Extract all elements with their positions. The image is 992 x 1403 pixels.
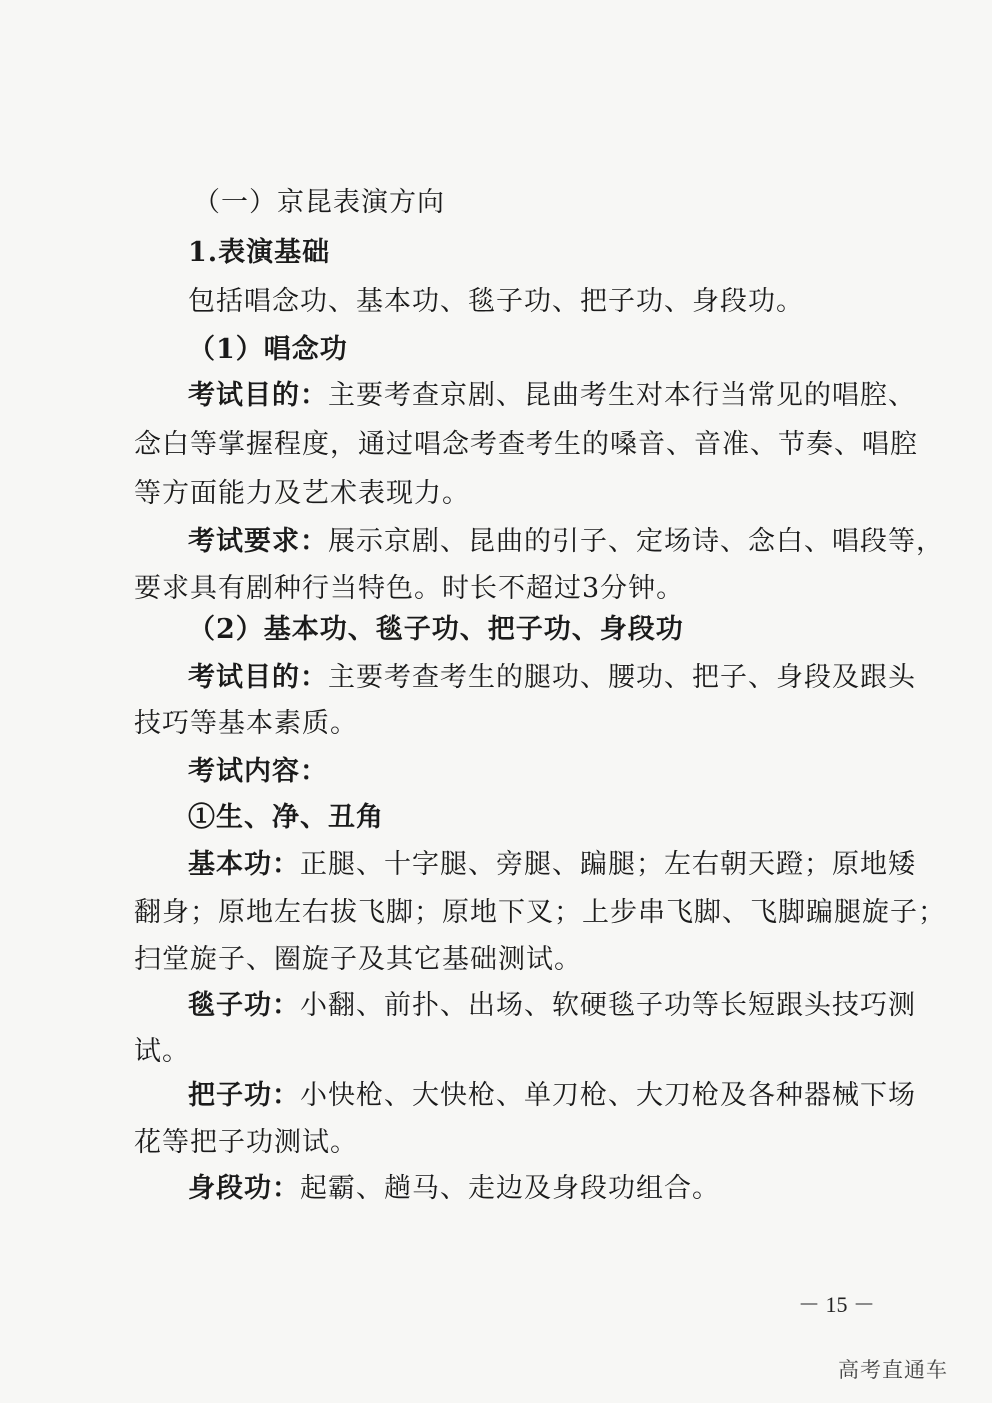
role-heading-text: ①生、净、丑角 xyxy=(188,802,384,833)
paragraph-text: 花等把子功测试。 xyxy=(134,1127,358,1158)
paragraph-text: 小翻、前扑、出场、软硬毯子功等长短跟头技巧测 xyxy=(300,990,916,1021)
paragraph-text: 主要考查京剧、昆曲考生对本行当常见的唱腔、 xyxy=(328,380,916,411)
page-number: － 15 － xyxy=(798,1292,876,1317)
intro-paragraph xyxy=(0,282,992,322)
paragraph-text: 正腿、十字腿、旁腿、蹁腿；左右朝天蹬；原地矮 xyxy=(300,849,916,880)
subheading-skills-text: （2）基本功、毯子功、把子功、身段功 xyxy=(188,614,684,645)
basic-purpose-line-1 xyxy=(0,658,992,698)
paragraph-text: 扫堂旋子、圈旋子及其它基础测试。 xyxy=(134,944,582,975)
direction-heading-text: （一）京昆表演方向 xyxy=(193,187,445,218)
paragraph-text: 主要考查考生的腿功、腰功、把子、身段及跟头 xyxy=(328,662,916,693)
label-exam-purpose: 考试目的： xyxy=(188,380,328,411)
paragraph-text: 念白等掌握程度，通过唱念考查考生的嗓音、音准、节奏、唱腔 xyxy=(134,429,918,460)
section-heading-text: 1.表演基础 xyxy=(188,237,331,268)
basic-purpose-line-2 xyxy=(0,704,992,744)
jibengong-line-1 xyxy=(0,845,992,885)
bazi-line-2 xyxy=(0,1123,992,1163)
tanzi-line-1 xyxy=(0,986,992,1026)
sing-requirement-line-2 xyxy=(0,569,992,609)
sing-purpose-line-3 xyxy=(0,474,992,514)
label-exam-purpose: 考试目的： xyxy=(188,662,328,693)
paragraph-text: 试。 xyxy=(134,1036,190,1067)
section-heading-performance-basics xyxy=(0,233,992,273)
label-posture-skills: 身段功： xyxy=(188,1173,300,1204)
jibengong-line-3 xyxy=(0,940,992,980)
watermark-text: 高考直通车 xyxy=(838,1358,948,1382)
paragraph-text: 翻身；原地左右拔飞脚；原地下叉；上步串飞脚、飞脚蹁腿旋子； xyxy=(134,897,946,928)
intro-text: 包括唱念功、基本功、毯子功、把子功、身段功。 xyxy=(188,286,804,317)
shenduan-line-1 xyxy=(0,1169,992,1209)
direction-heading xyxy=(0,183,992,223)
subheading-singing-text: （1）唱念功 xyxy=(188,334,348,365)
label-exam-requirement: 考试要求： xyxy=(188,526,328,557)
label-weapon-skills: 把子功： xyxy=(188,1080,300,1111)
role-heading xyxy=(0,798,992,838)
label-exam-content xyxy=(0,752,992,792)
paragraph-text: 展示京剧、昆曲的引子、定场诗、念白、唱段等， xyxy=(328,526,944,557)
label-exam-content-text: 考试内容： xyxy=(188,756,328,787)
bazi-line-1 xyxy=(0,1076,992,1116)
paragraph-text: 要求具有剧种行当特色。时长不超过3分钟。 xyxy=(134,573,685,604)
paragraph-text: 小快枪、大快枪、单刀枪、大刀枪及各种器械下场 xyxy=(300,1080,916,1111)
sing-purpose-line-2 xyxy=(0,425,992,465)
sing-requirement-line-1 xyxy=(0,522,992,562)
label-basic-skills: 基本功： xyxy=(188,849,300,880)
jibengong-line-2 xyxy=(0,893,992,933)
label-carpet-skills: 毯子功： xyxy=(188,990,300,1021)
sing-purpose-line-1 xyxy=(0,376,992,416)
subheading-skills xyxy=(0,610,992,650)
paragraph-text: 技巧等基本素质。 xyxy=(134,708,358,739)
paragraph-text: 等方面能力及艺术表现力。 xyxy=(134,478,470,509)
paragraph-text: 起霸、趟马、走边及身段功组合。 xyxy=(300,1173,720,1204)
tanzi-line-2 xyxy=(0,1032,992,1072)
subheading-singing xyxy=(0,330,992,370)
